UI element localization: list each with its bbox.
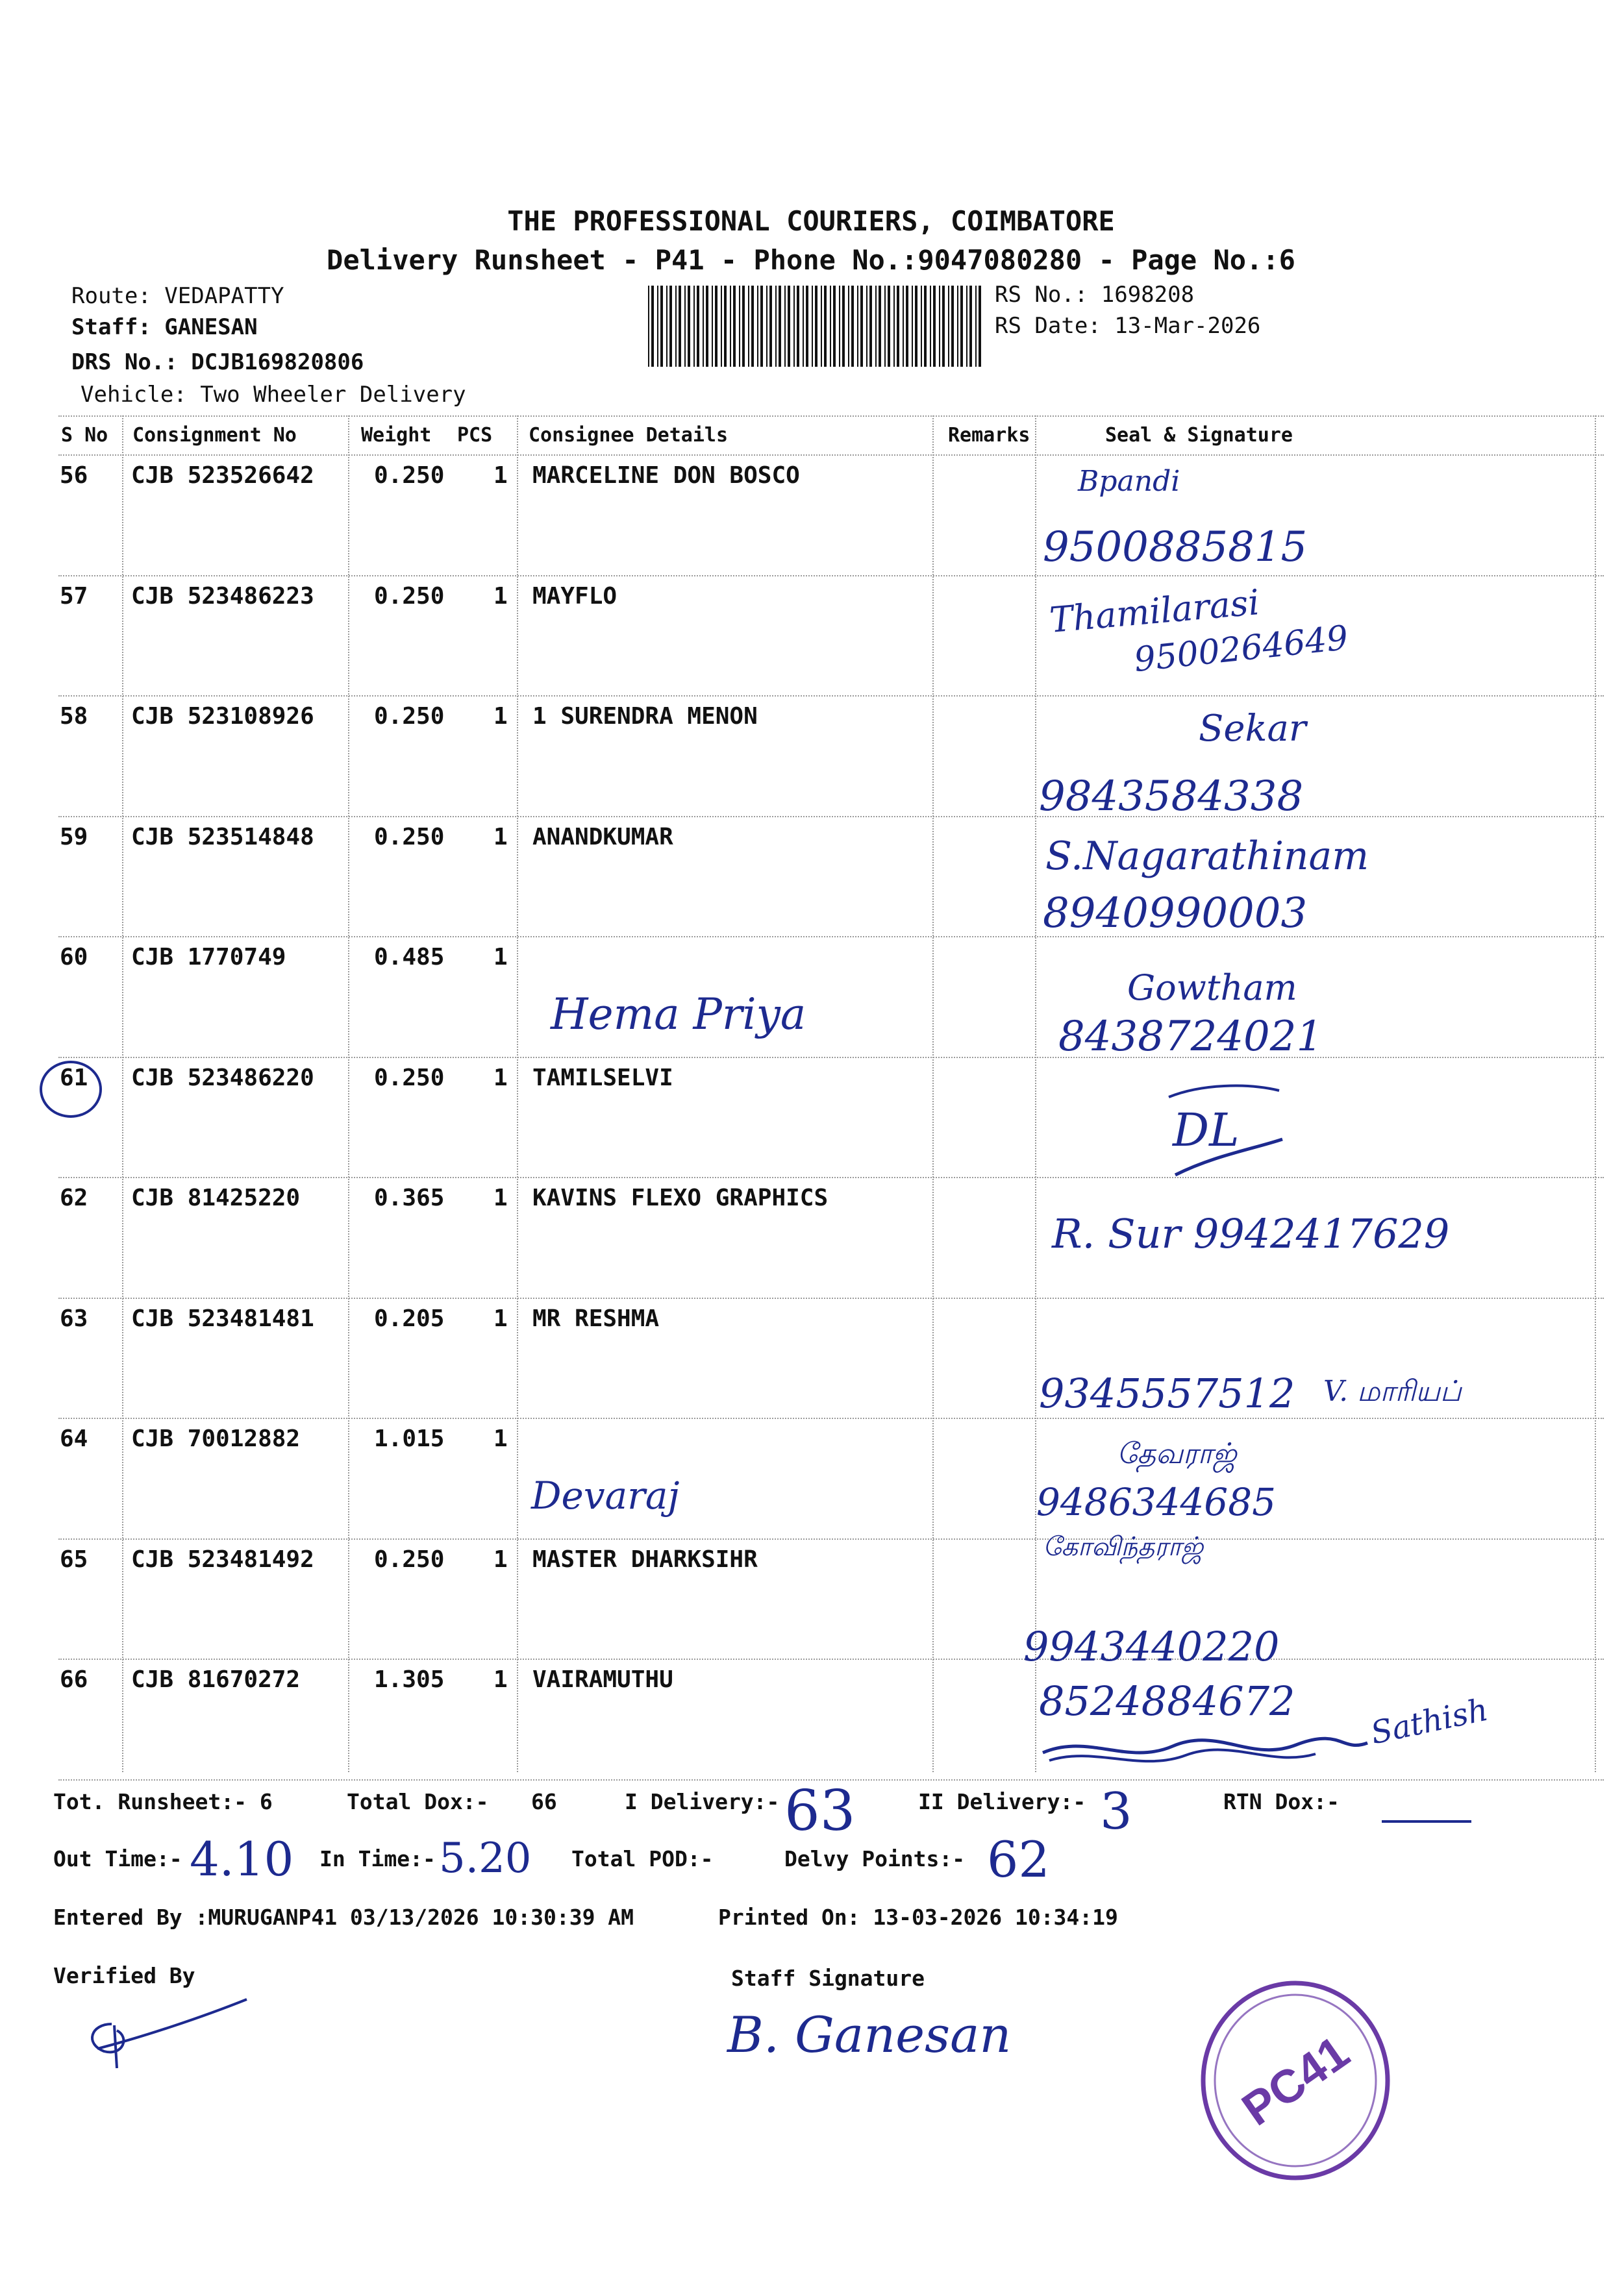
col-header-pcs: PCS (457, 424, 493, 447)
barcode-bar (769, 286, 772, 367)
pc41-stamp (1188, 1973, 1403, 2188)
cell-consignment-no: CJB 81425220 (131, 1185, 301, 1211)
ii-delivery-label: II Delivery:- (918, 1789, 1086, 1814)
barcode-bar (724, 286, 727, 367)
signature-56-phone: 9500885815 (1043, 523, 1308, 571)
barcode-bar (921, 286, 922, 367)
cell-sno: 64 (60, 1426, 88, 1452)
row-divider (58, 1659, 1604, 1660)
col-header-remarks: Remarks (948, 424, 1030, 447)
barcode-bar (869, 286, 872, 367)
barcode-bar (948, 286, 949, 367)
barcode-bar (821, 286, 822, 367)
cell-consignment-no: CJB 523486223 (131, 582, 314, 610)
barcode-bar (712, 286, 713, 367)
cell-weight: 0.250 (374, 703, 445, 730)
signature-58-name: Sekar (1199, 708, 1306, 750)
barcode-bar (751, 286, 754, 367)
ii-delivery-value: 3 (1100, 1783, 1132, 1841)
out-time-label: Out Time:- (53, 1846, 182, 1871)
cell-pcs: 1 (493, 944, 508, 970)
row-divider (58, 1177, 1604, 1178)
cell-pcs: 1 (493, 823, 508, 850)
barcode-bar (730, 286, 731, 367)
barcode-bar (703, 286, 704, 367)
barcode-bar (788, 286, 790, 367)
barcode-bar (779, 286, 781, 367)
in-time-value: 5.20 (439, 1834, 532, 1882)
stamp-text: PC41 (1232, 2026, 1359, 2136)
cell-consignee: MR RESHMA (532, 1305, 660, 1332)
barcode-bar (784, 286, 786, 367)
signature-64-phone: 9486344685 (1036, 1480, 1277, 1524)
rtn-dox-dash (1382, 1820, 1471, 1823)
barcode-bar (939, 286, 940, 367)
barcode-bar (915, 286, 917, 367)
row-divider (58, 1538, 1604, 1540)
barcode-bar (715, 286, 717, 367)
barcode-bar (669, 286, 672, 367)
barcode-bar (739, 286, 740, 367)
barcode-bar (651, 286, 654, 367)
barcode-bar (912, 286, 913, 367)
out-time-value: 4.10 (190, 1832, 294, 1886)
row-61-circle-mark (35, 1057, 106, 1122)
runsheet-subtitle: Delivery Runsheet - P41 - Phone No.:9047080280 - Page No.:6 (327, 244, 1295, 276)
cell-weight: 0.250 (374, 1064, 445, 1091)
signature-65-name: கோவிந்தராஜ் (1043, 1532, 1204, 1562)
staff-signature: B. Ganesan (727, 2006, 1012, 2064)
barcode-bar (679, 286, 681, 367)
cell-weight: 0.250 (374, 462, 445, 489)
signature-65-phone: 9943440220 (1023, 1623, 1280, 1670)
tot-runsheet: Tot. Runsheet:- 6 (53, 1789, 273, 1814)
barcode-bar (851, 286, 854, 367)
consignee-64-handwritten: Devaraj (531, 1474, 680, 1518)
barcode-bar (803, 286, 804, 367)
consignee-60-handwritten: Hema Priya (551, 989, 806, 1039)
signature-66-phone: 8524884672 (1039, 1677, 1295, 1725)
signature-60-phone: 8438724021 (1058, 1013, 1323, 1061)
cell-sno: 57 (60, 582, 88, 610)
vehicle-label: Vehicle: Two Wheeler Delivery (81, 382, 466, 408)
barcode-bar (706, 286, 708, 367)
cell-pcs: 1 (493, 582, 508, 610)
delvy-points-label: Delvy Points:- (784, 1846, 966, 1871)
barcode-bar (721, 286, 722, 367)
barcode-bar (666, 286, 668, 367)
verified-by-label: Verified By (53, 1963, 195, 1988)
barcode-bar (966, 286, 967, 367)
verifier-signature (71, 1992, 266, 2076)
total-pod-label: Total POD:- (571, 1846, 714, 1871)
signature-66-name: Sathish (1367, 1691, 1491, 1752)
cell-weight: 1.305 (374, 1666, 445, 1693)
cell-pcs: 1 (493, 703, 508, 730)
barcode-bar (903, 286, 904, 367)
col-header-seal-signature: Seal & Signature (1105, 424, 1293, 447)
cell-sno: 58 (60, 703, 88, 730)
cell-consignee: ANANDKUMAR (532, 823, 673, 850)
total-dox-label: Total Dox:- (347, 1789, 489, 1814)
cell-consignment-no: CJB 1770749 (131, 944, 286, 970)
barcode-bar (888, 286, 890, 367)
row-divider (58, 1298, 1604, 1299)
signature-64-name: தேவராஜ் (1117, 1437, 1237, 1470)
row-divider (58, 575, 1604, 576)
cell-weight: 0.250 (374, 823, 445, 850)
barcode-bar (924, 286, 927, 367)
signature-59-name: S.Nagarathinam (1045, 833, 1369, 879)
cell-consignment-no: CJB 523486220 (131, 1064, 314, 1091)
barcode-bar (942, 286, 945, 367)
barcode-bar (742, 286, 745, 367)
barcode-bar (875, 286, 877, 367)
cell-pcs: 1 (493, 1064, 508, 1091)
cell-weight: 0.250 (374, 1546, 445, 1573)
cell-weight: 0.205 (374, 1305, 445, 1332)
signature-57-phone: 9500264649 (1132, 618, 1351, 680)
barcode-bar (733, 286, 736, 367)
row-divider (58, 936, 1604, 937)
cell-consignee: MARCELINE DON BOSCO (532, 462, 800, 489)
cell-consignment-no: CJB 523526642 (131, 462, 314, 489)
barcode-bar (897, 286, 899, 367)
barcode-bar (766, 286, 767, 367)
cell-consignee: TAMILSELVI (532, 1064, 673, 1091)
barcode-bar (815, 286, 817, 367)
barcode-bar (748, 286, 749, 367)
barcode-bar (930, 286, 931, 367)
barcode-bar (688, 286, 690, 367)
cell-weight: 1.015 (374, 1426, 445, 1452)
barcode-bar (960, 286, 963, 367)
barcode-bar (812, 286, 813, 367)
barcode-bar (675, 286, 677, 367)
barcode-bar (648, 286, 649, 367)
barcode-bar (860, 286, 863, 367)
drs-number: DRS No.: DCJB169820806 (71, 349, 364, 375)
staff-signature-label: Staff Signature (731, 1966, 925, 1991)
cell-consignment-no: CJB 70012882 (131, 1426, 301, 1452)
signature-59-phone: 8940990003 (1043, 889, 1308, 937)
barcode-bar (979, 286, 981, 367)
signature-60-name: Gowtham (1127, 967, 1297, 1008)
col-header-sno: S No (61, 424, 108, 447)
cell-sno: 62 (60, 1185, 88, 1211)
col-header-weight: Weight (361, 424, 432, 447)
i-delivery-label: I Delivery:- (625, 1789, 780, 1814)
col-header-consignee: Consignee Details (529, 424, 729, 447)
cell-sno: 56 (60, 462, 88, 489)
cell-sno: 59 (60, 823, 88, 850)
cell-consignment-no: CJB 523514848 (131, 823, 314, 850)
cell-pcs: 1 (493, 1185, 508, 1211)
barcode-bar (969, 286, 972, 367)
cell-pcs: 1 (493, 1666, 508, 1693)
barcode-bar (857, 286, 858, 367)
cell-consignment-no: CJB 523108926 (131, 703, 314, 730)
barcode-bar (884, 286, 886, 367)
barcode-bar (866, 286, 867, 367)
entered-by: Entered By :MURUGANP41 03/13/2026 10:30:39 AM (53, 1905, 634, 1930)
in-time-label: In Time:- (319, 1846, 436, 1871)
strikethrough-scribble (1036, 1727, 1374, 1772)
barcode-bar (806, 286, 808, 367)
barcode-bar (657, 286, 658, 367)
barcode-bar (660, 286, 663, 367)
barcode-bar (757, 286, 758, 367)
cell-consignment-no: CJB 81670272 (131, 1666, 301, 1693)
cell-consignment-no: CJB 523481492 (131, 1546, 314, 1573)
signature-63-phone: 9345557512 (1039, 1370, 1295, 1417)
barcode-bar (693, 286, 695, 367)
signature-63-name: V. மாரியப் (1323, 1375, 1462, 1408)
barcode-bar (957, 286, 958, 367)
printed-on: Printed On: 13-03-2026 10:34:19 (718, 1905, 1118, 1930)
cell-pcs: 1 (493, 462, 508, 489)
company-title: THE PROFESSIONAL COURIERS, COIMBATORE (507, 205, 1115, 237)
signature-56-name: Bpandi (1078, 465, 1180, 498)
cell-sno: 65 (60, 1546, 88, 1573)
barcode-bar (833, 286, 836, 367)
cell-weight: 0.250 (374, 582, 445, 610)
barcode (647, 286, 986, 367)
rs-number: RS No.: 1698208 (995, 282, 1195, 308)
cell-sno: 63 (60, 1305, 88, 1332)
total-dox-value: 66 (531, 1789, 557, 1814)
cell-consignee: MASTER DHARKSIHR (532, 1546, 758, 1573)
cell-consignee: 1 SURENDRA MENON (532, 703, 758, 730)
barcode-bar (975, 286, 977, 367)
barcode-bar (824, 286, 827, 367)
cell-pcs: 1 (493, 1305, 508, 1332)
route-label: Route: VEDAPATTY (71, 283, 284, 309)
barcode-bar (906, 286, 908, 367)
cell-weight: 0.365 (374, 1185, 445, 1211)
row-divider (58, 1418, 1604, 1419)
row-divider (58, 816, 1604, 817)
barcode-bar (775, 286, 777, 367)
cell-sno: 60 (60, 944, 88, 970)
delvy-points-value: 62 (987, 1831, 1050, 1888)
cell-pcs: 1 (493, 1546, 508, 1573)
barcode-bar (893, 286, 895, 367)
cell-consignee: KAVINS FLEXO GRAPHICS (532, 1185, 829, 1211)
barcode-bar (793, 286, 795, 367)
col-header-consignment: Consignment No (132, 424, 297, 447)
cell-weight: 0.485 (374, 944, 445, 970)
barcode-bar (697, 286, 699, 367)
barcode-bar (879, 286, 881, 367)
barcode-bar (842, 286, 845, 367)
row-divider (58, 695, 1604, 697)
signature-62: R. Sur 9942417629 (1052, 1210, 1450, 1257)
cell-sno: 66 (60, 1666, 88, 1693)
signature-57-name: Thamilarasi (1047, 582, 1262, 641)
barcode-bar (684, 286, 686, 367)
barcode-bar (951, 286, 954, 367)
cell-sno: 61 (60, 1064, 88, 1091)
cell-consignment-no: CJB 523481481 (131, 1305, 314, 1332)
rs-date: RS Date: 13-Mar-2026 (995, 313, 1261, 339)
cell-consignee: MAYFLO (532, 582, 618, 610)
signature-61-mark: DL (1173, 1104, 1240, 1157)
cell-consignee: VAIRAMUTHU (532, 1666, 673, 1693)
dl-underline-scribble (1162, 1078, 1292, 1181)
barcode-bar (797, 286, 799, 367)
rtn-dox-label: RTN Dox:- (1223, 1789, 1340, 1814)
i-delivery-value: 63 (784, 1779, 856, 1844)
signature-58-phone: 9843584338 (1039, 772, 1304, 821)
staff-label: Staff: GANESAN (71, 314, 258, 340)
barcode-bar (760, 286, 763, 367)
cell-pcs: 1 (493, 1426, 508, 1452)
barcode-bar (848, 286, 849, 367)
barcode-bar (933, 286, 936, 367)
barcode-bar (830, 286, 831, 367)
row-divider (58, 1057, 1604, 1058)
barcode-bar (839, 286, 840, 367)
